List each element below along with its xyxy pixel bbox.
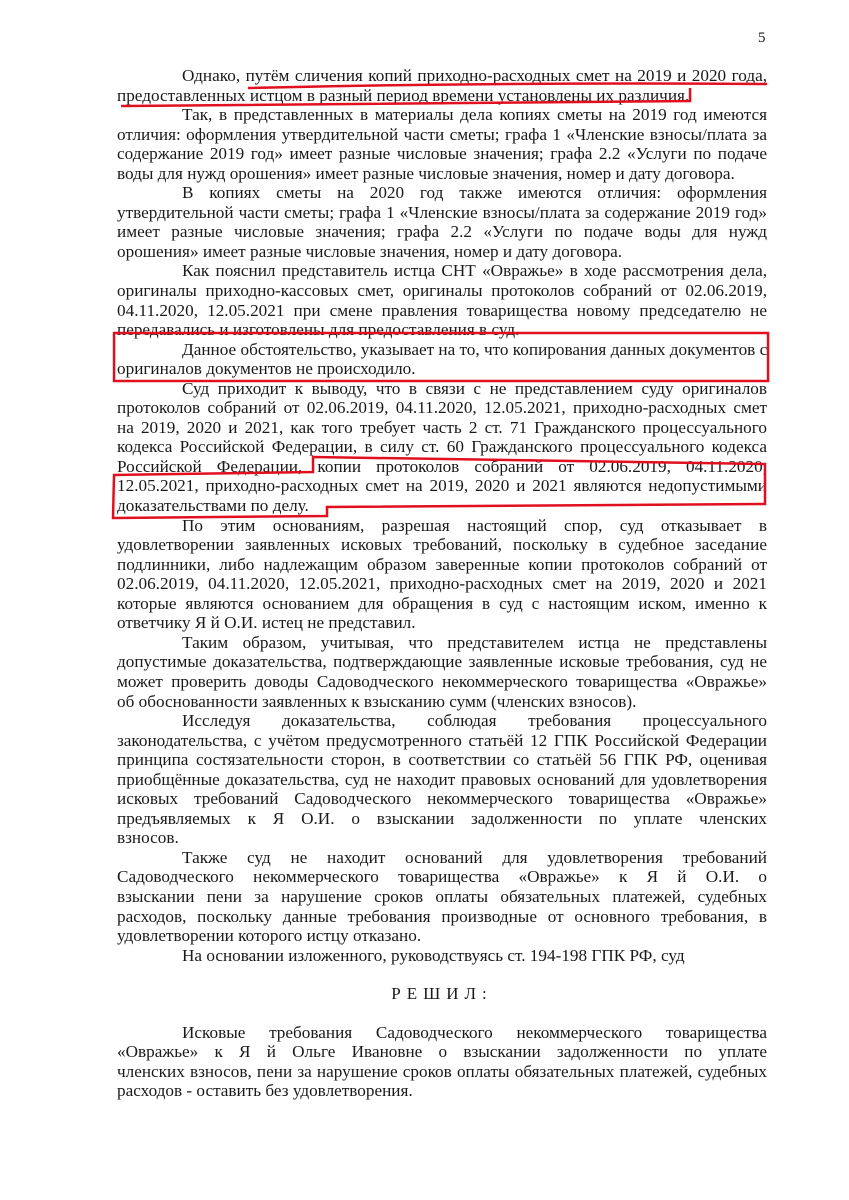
text-line: удовлетворении которого истцу отказано. [117, 926, 422, 946]
text-line: исковых требований Садоводческого некоммерческого товарищества «Овражье» [117, 789, 767, 809]
text-line: на 2019, 2020 и 2021, как того требует часть 2 ст. 71 Гражданского процессуального [117, 417, 767, 437]
text-line: удовлетворении заявленных исковых требований, поскольку в судебное заседание [117, 535, 767, 555]
text-line: взносов. [117, 828, 179, 848]
text-line: кодекса Российской Федерации, в силу ст. 60 Гражданского процессуального кодекса [117, 437, 767, 457]
text-line: Также суд не находит оснований для удовлетворения требований [182, 847, 767, 867]
paragraph [117, 105, 767, 183]
paragraph [117, 66, 767, 105]
text-line: В копиях сметы на 2020 год также имеются отличия: оформления [182, 183, 767, 203]
text-line: предоставленных истцом в разный период времени установлены их различия. [117, 85, 690, 105]
text-line: 04.11.2020, 12.05.2021 при смене правления товарищества новому председателю не [117, 300, 767, 320]
paragraph [117, 183, 767, 261]
text-line: об обоснованности заявленных к взысканию сумм (членских взносов). [117, 691, 637, 711]
text-line: воды для нужд орошения» имеет разные числовые значения, номер и дату договора. [117, 163, 735, 183]
text-line: Однако, путём сличения копий приходно-расходных смет на 2019 и 2020 года, [182, 66, 767, 85]
text-line: По этим основаниям, разрешая настоящий спор, суд отказывает в [182, 515, 767, 535]
text-line: Исковые требования Садоводческого некоммерческого товарищества [182, 1022, 767, 1042]
page-number: 5 [758, 30, 766, 46]
text-line: орошения» имеет разные числовые значения, номер и дату договора. [117, 241, 623, 261]
paragraph [117, 379, 767, 516]
text-line: имеет разные числовые значения; графа 2.2 «Услуги по подаче воды для нужд [117, 222, 767, 242]
text-line: Так, в представленных в материалы дела копиях сметы на 2019 год имеются [182, 105, 767, 125]
text-line: подлинники, либо надлежащим образом заверенные копии протоколов собраний от [117, 554, 767, 574]
text-line: доказательствами по делу. [117, 496, 309, 516]
paragraph [117, 261, 767, 339]
paragraph [117, 848, 767, 946]
paragraphs-before [117, 66, 767, 965]
text-line: Исследуя доказательства, соблюдая требования процессуального [182, 711, 767, 731]
text-line: передавались и изготовлены для предоставления в суд. [117, 320, 520, 340]
text-line: ответчику Я й О.И. истец не представил. [117, 613, 416, 633]
text-line: оригиналы приходно-кассовых смет, оригиналы протоколов собраний от 02.06.2019, [117, 281, 767, 301]
decision-heading: РЕШИЛ: [391, 984, 493, 1004]
text-line: Таким образом, учитывая, что представителем истца не представлены [182, 632, 767, 652]
paragraph [117, 1023, 767, 1101]
text-line: расходов, поскольку данные требования производные от основного требования, в [117, 906, 767, 926]
text-line: Садоводческого некоммерческого товарищества «Овражье» к Я й О.И. о [117, 867, 767, 887]
text-line: оригиналов документов не происходило. [117, 359, 416, 379]
text-line: предъявляемых к Я О.И. о взыскании задолженности по уплате членских [117, 808, 767, 828]
text-line: расходов - оставить без удовлетворения. [117, 1081, 413, 1101]
paragraphs-after [117, 1023, 767, 1101]
text-line: отличия: оформления утвердительной части сметы; графа 1 «Членские взносы/плата за [117, 124, 767, 144]
text-line: 12.05.2021, приходно-расходных смет на 2019, 2020 и 2021 являются недопустимыми [117, 476, 767, 496]
text-line: допустимые доказательства, подтверждающие заявленные исковые требования, суд не [117, 652, 767, 672]
text-line: Как пояснил представитель истца СНТ «Овражье» в ходе рассмотрения дела, [182, 261, 767, 281]
paragraph [117, 516, 767, 633]
text-line: протоколов собраний от 02.06.2019, 04.11.2020, 12.05.2021, приходно-расходных смет [117, 398, 767, 418]
paragraph [117, 711, 767, 848]
text-line: Российской Федерации, копии протоколов собраний от 02.06.2019, 04.11.2020, [117, 456, 767, 476]
text-line: Суд приходит к выводу, что в связи с не представлением суду оригиналов [182, 378, 767, 398]
text-line: взыскании пени за нарушение сроков оплаты обязательных платежей, судебных [117, 886, 767, 906]
text-line: На основании изложенного, руководствуясь ст. 194-198 ГПК РФ, суд [182, 945, 685, 965]
text-line: членских взносов, пени за нарушение сроков оплаты обязательных платежей, судебных [117, 1061, 767, 1081]
paragraph [117, 633, 767, 711]
text-line: которые являются основанием для обращения в суд с настоящим иском, именно к [117, 593, 767, 613]
text-line: принципа состязательности сторон, в соответствии со статьёй 56 ГПК РФ, оценивая [117, 750, 767, 770]
text-line: приобщённые доказательства, суд не находит правовых оснований для удовлетворения [117, 769, 767, 789]
text-line: Данное обстоятельство, указывает на то, что копирования данных документов с [182, 339, 768, 359]
text-line: 02.06.2019, 04.11.2020, 12.05.2021, приходно-расходных смет на 2019, 2020 и 2021 [117, 574, 767, 594]
text-line: может проверить доводы Садоводческого некоммерческого товарищества «Овражье» [117, 671, 767, 691]
document-body [117, 66, 767, 1101]
text-line: законодательства, с учётом предусмотренного статьёй 12 ГПК Российской Федерации [117, 730, 767, 750]
text-line: содержание 2019 год» имеет разные числовые значения; графа 2.2 «Услуги по подаче [117, 144, 767, 164]
paragraph [117, 946, 767, 966]
text-line: «Овражье» к Я й Ольге Ивановне о взыскании задолженности по уплате [117, 1042, 767, 1062]
paragraph [117, 340, 767, 379]
text-line: утвердительной части сметы; графа 1 «Членские взносы/плата за содержание 2019 год» [117, 202, 767, 222]
